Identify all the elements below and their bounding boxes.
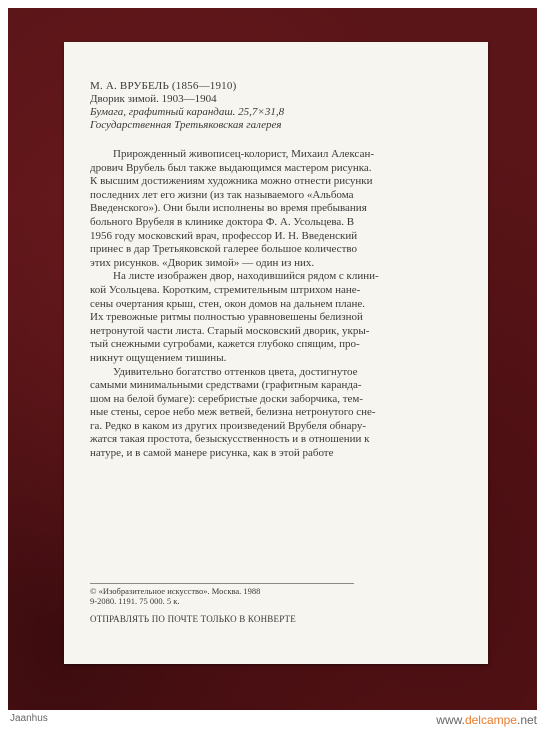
paragraph-1-line: принес в дар Третьяковской галерее большое количество — [90, 243, 357, 256]
watermark-brand: delcampe — [464, 713, 517, 727]
artwork-caption — [90, 80, 470, 132]
paragraph-2-line: нетронутой части листа. Старый московский дворик, укры- — [90, 324, 370, 337]
paragraph-3-line: Удивительно богатство оттенков цвета, достигнутое — [113, 365, 358, 378]
site-watermark — [436, 713, 537, 727]
paragraph-2-line: На листе изображен двор, находившийся рядом с клини- — [113, 270, 379, 283]
footer-divider — [90, 583, 354, 584]
paragraph-3-line: натуре, и в самой манере рисунка, как в этой работе — [90, 447, 334, 460]
paragraph-3-line: шом на белой бумаге): серебристые доски заборчика, тем- — [90, 392, 364, 405]
paragraph-2-line: никнут ощущением тишины. — [90, 351, 227, 364]
watermark-prefix: www. — [436, 713, 465, 727]
seller-watermark: Jaanhus — [10, 713, 48, 724]
paragraph-1-line: К высшим достижениям художника можно отнести рисунки — [90, 175, 373, 188]
print-code-line: 9-2080. 1191. 75 000. 5 к. — [90, 596, 180, 606]
artwork-medium: Бумага, графитный карандаш. 25,7×31,8 — [90, 106, 285, 118]
paragraph-2-line: сены очертания крыш, стен, окон домов на дальнем плане. — [90, 297, 366, 310]
paragraph-3-line: жатся такая простота, безыскусственность и в отношении к — [90, 433, 370, 446]
paragraph-1-line: этих рисунков. «Дворик зимой» — один из них. — [90, 256, 315, 269]
artist-title: М. А. ВРУБЕЛЬ (1856—1910) — [90, 80, 237, 92]
paragraph-1-line: Введенского»). Они были исполнены во время пребывания — [90, 202, 367, 215]
copyright-line: © «Изобразительное искусство». Москва. 1988 — [90, 586, 261, 596]
artwork-name: Дворик зимой. 1903—1904 — [90, 93, 217, 105]
paragraph-2-line: Их тревожные ритмы полностью уравновешены белизной — [90, 311, 363, 324]
paragraph-3-line: ные стены, серое небо меж ветвей, белизна нетронутого сне- — [90, 406, 376, 419]
publisher-info — [90, 586, 450, 606]
postcard-back — [64, 42, 488, 664]
paragraph-2-line: тый снежными сугробами, кажется глубоко спящим, про- — [90, 338, 360, 351]
paragraph-1-line: последних лет его жизни (из так называемого «Альбома — [90, 188, 354, 201]
paragraph-1-line: Прирожденный живописец-колорист, Михаил Алексан- — [113, 148, 375, 160]
paragraph-2-line: кой Усольцева. Коротким, стремительным штрихом нане- — [90, 283, 361, 296]
paragraph-3-line: самыми минимальными средствами (графитным карандa- — [90, 379, 362, 392]
paragraph-3-line: га. Редко в каком из других произведений Врубеля обнару- — [90, 419, 367, 432]
paragraph-1-line: дрович Врубель был также выдающимся мастером рисунка. — [90, 161, 372, 174]
paragraph-1-line: 1956 году московский врач, профессор И. Н. Введенский — [90, 229, 358, 242]
description-text — [90, 148, 474, 461]
watermark-suffix: .net — [516, 713, 537, 727]
artwork-collection: Государственная Третьяковская галерея — [90, 119, 282, 131]
paragraph-1-line: больного Врубеля в клинике доктора Ф. А. Усольцева. В — [90, 215, 355, 228]
mailing-note: ОТПРАВЛЯТЬ ПО ПОЧТЕ ТОЛЬКО В КОНВЕРТЕ — [90, 614, 296, 624]
